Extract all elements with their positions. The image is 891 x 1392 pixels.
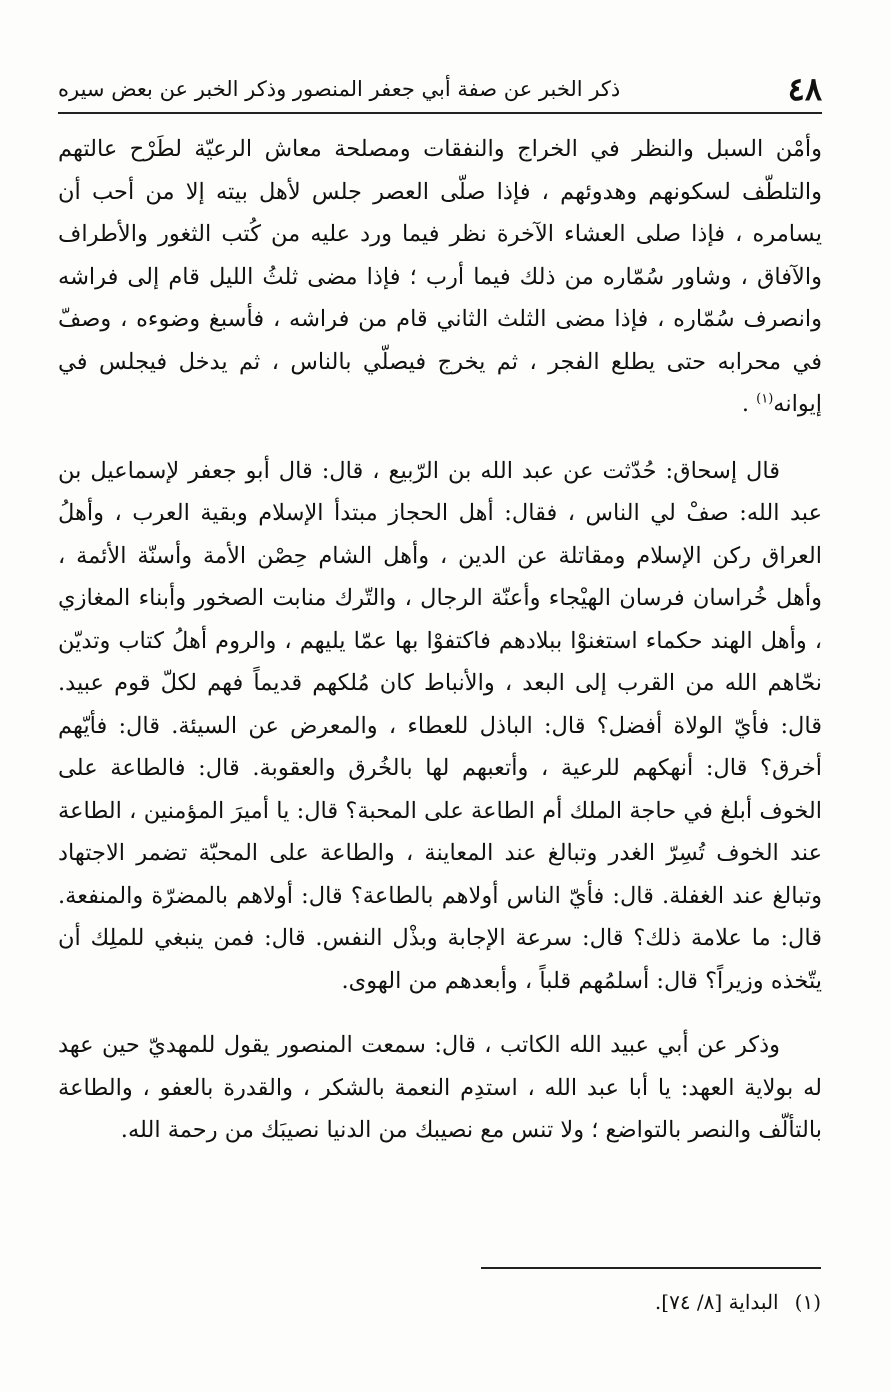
footnote-divider	[481, 1267, 821, 1269]
footnote-number: (١)	[794, 1290, 821, 1314]
paragraph-2: قال إسحاق: حُدّثت عن عبد الله بن الرّبيع ، قال: قال أبو جعفر لإسماعيل بن عبد الله: صفْ لي الناس ، فقال: أهل الحجاز مبتدأ الإسلام وبقية العرب ، وأهلُ العراق ركن الإسلام ومقاتلة عن الدين ، وأهل الشام حِصْن الأمة وأسنّة الأئمة ، وأهل خُراسان فرسان الهيْجاء وأعنّة الرجال ، والتّرك منابت الصخور وأبناء المغازي ، وأهل الهند حكماء استغنوْا ببلادهم فاكتفوْا بها عمّا يليهم ، والروم أهلُ كتاب وتديّن نحّاهم الله من القرب إلى البعد ، والأنباط كان مُلكهم قديماً فهم لكلّ قوم عبيد. قال: فأيّ الولاة أفضل؟ قال: الباذل للعطاء ، والمعرض عن السيئة. قال: فأيّهم أخرق؟ قال: أنهكهم للرعية ، وأتعبهم لها بالخُرق والعقوبة. قال: فالطاعة على الخوف أبلغ في حاجة الملك أم الطاعة على المحبة؟ قال: يا أميرَ المؤمنين ، الطاعة عند الخوف تُسِرّ الغدر وتبالغ عند المعاينة ، والطاعة على المحبّة تضمر الاجتهاد وتبالغ عند الغفلة. قال: فأيّ الناس أولاهم بالطاعة؟ قال: أولاهم بالمضرّة والمنفعة. قال: ما علامة ذلك؟ قال: سرعة الإجابة وبذْل النفس. قال: فمن ينبغي للملِك أن يتّخذه وزيراً؟ قال: أسلمُهم قلباً ، وأبعدهم من الهوى.	[58, 457, 822, 994]
footnote	[655, 1290, 821, 1314]
footnote-reference: (١)	[756, 391, 774, 407]
paragraph-1	[58, 128, 822, 426]
paragraph-1-text: وأمْن السبل والنظر في الخراج والنفقات ومصلحة معاش الرعيّة لطَرْح عالتهم والتلطّف لسكونهم وهدوئهم ، فإذا صلّى العصر جلس لأهل بيته إلا من أحب أن يسامره ، فإذا صلى العشاء الآخرة نظر فيما ورد عليه من كُتب الثغور والأطراف والآفاق ، وشاور سُمّاره من ذلك فيما أرب ؛ فإذا مضى ثلثُ الليل قام إلى فراشه وانصرف سُمّاره ، فإذا مضى الثلث الثاني قام من فراشه ، فأسبغ وضوءه ، وصفّ في محرابه حتى يطلع الفجر ، ثم يخرج فيصلّي بالناس ، ثم يدخل فيجلس في إيوانه	[58, 136, 822, 417]
page-header	[58, 66, 822, 114]
page-body	[58, 128, 822, 1152]
paragraph-1-end: .	[741, 391, 757, 417]
footnote-text: البداية [٨/ ٧٤].	[654, 1290, 779, 1314]
paragraph-3: وذكر عن أبي عبيد الله الكاتب ، قال: سمعت المنصور يقول للمهديّ حين عهد له بولاية العهد: يا أبا عبد الله ، استدِم النعمة بالشكر ، والقدرة بالعفو ، والطاعة بالتألّف والنصر بالتواضع ؛ ولا تنس مع نصيبك من الدنيا نصيبَك من رحمة الله.	[58, 1032, 822, 1143]
page-number: ٤٨	[787, 70, 822, 108]
running-title: ذكر الخبر عن صفة أبي جعفر المنصور وذكر الخبر عن بعض سيره	[58, 77, 621, 101]
